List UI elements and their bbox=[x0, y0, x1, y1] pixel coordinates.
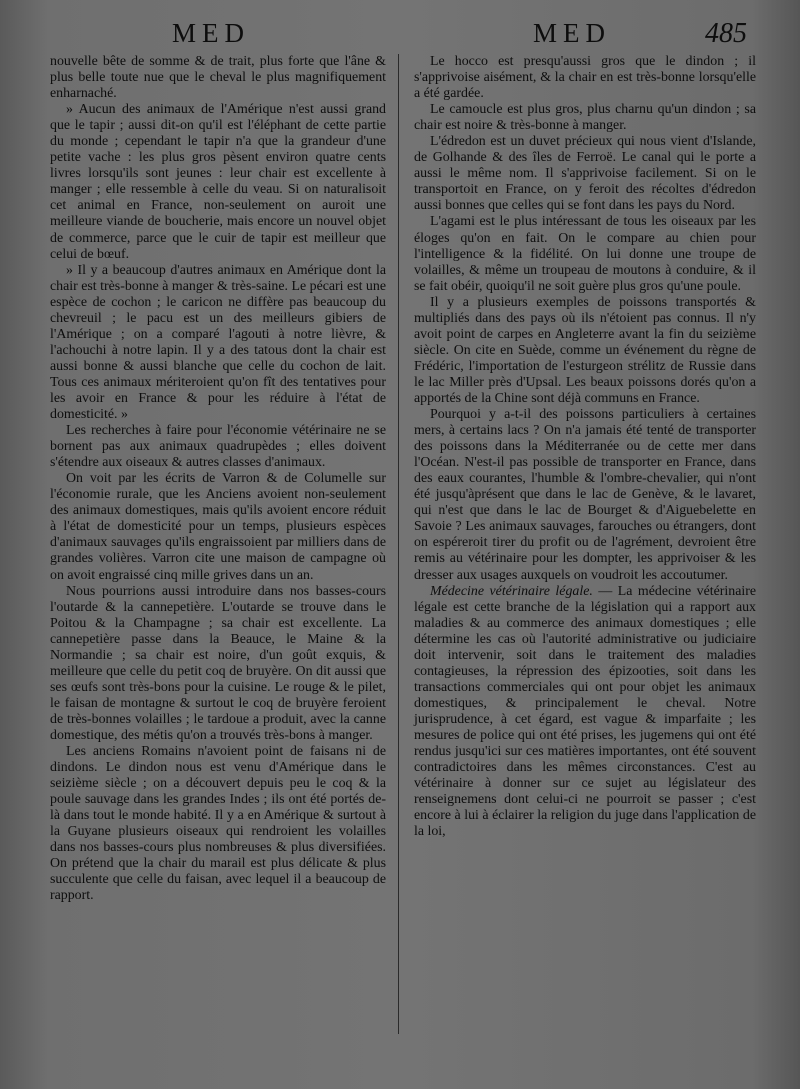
paragraph-text: Les recherches à faire pour l'économie vétérinaire ne se bornent pas aux animaux quadrupèdes ; elles doivent s'étendre aux oiseaux & autres classes d'animaux. bbox=[50, 423, 386, 471]
header-left-word: MED bbox=[172, 18, 250, 48]
paragraph bbox=[50, 102, 386, 262]
paragraph bbox=[414, 54, 756, 102]
paragraph bbox=[414, 214, 756, 294]
section-heading: Médecine vétérinaire légale. bbox=[430, 583, 593, 599]
paragraph bbox=[50, 471, 386, 583]
paragraph bbox=[414, 102, 756, 134]
paragraph-text: Nous pourrions aussi introduire dans nos basses-cours l'outarde & la cannepetière. L'outarde se trouve dans le Poitou & la Champagne ; sa chair est excellente. La cannepetière passe dans la Beauce, le Maine & la Normandie ; sa chair est noire, d'un goût exquis, & meilleure que celle du petit coq de bruyère. On dit aussi que ses œufs sont très-bons pour la cuisine. Le rouge & le pilet, le faisan de montagne & surtout le coq de bruyère feroient de très-bonnes volailles ; le tardoue a produit, avec la canne domestique, des métis qu'on a trouvés très-bons à manger. bbox=[50, 583, 386, 743]
column-divider bbox=[398, 54, 399, 1034]
right-column bbox=[414, 54, 756, 840]
paragraph-text: nouvelle bête de somme & de trait, plus forte que l'âne & plus belle toute nue que le cheval le plus magnifiquement enharnaché. bbox=[50, 54, 386, 102]
paragraph bbox=[50, 744, 386, 904]
paragraph-text: Le hocco est presqu'aussi gros que le dindon ; il s'apprivoise aisément, & la chair en est très-bonne lorsqu'elle a été gardée. bbox=[414, 54, 756, 102]
paragraph bbox=[414, 134, 756, 214]
paragraph bbox=[414, 295, 756, 407]
paragraph-text: Il y a plusieurs exemples de poissons transportés & multipliés dans des pays où ils n'étoient pas connus. Il n'y avoit point de carpes en Angleterre avant la fin du seizième siècle. On cite en Suède, comme un événement du règne de Frédéric, l'importation de l'esturgeon strélitz de Russie dans le lac Miller près d'Upsal. Les beaux poissons dorés qu'on a apportés de la Chine sont déjà communs en France. bbox=[414, 294, 756, 406]
paragraph-text: Le camoucle est plus gros, plus charnu qu'un dindon ; sa chair est noire & très-bonne à manger. bbox=[414, 102, 756, 134]
paragraph-text: On voit par les écrits de Varron & de Columelle sur l'économie rurale, que les Anciens avoient non-seulement des animaux domestiques, mais qu'ils avoient encore réduit à l'état de domesticité pour un temps, plusieurs espèces d'animaux sauvages qu'ils engraissoient par milliers dans de grandes volières. Varron cite une maison de campagne où on avoit engraissé cinq mille grives dans un an. bbox=[50, 471, 386, 583]
paragraph bbox=[50, 263, 386, 423]
paragraph bbox=[50, 423, 386, 471]
paragraph bbox=[50, 584, 386, 744]
paragraph-text: » Aucun des animaux de l'Amérique n'est aussi grand que le tapir ; aussi dit-on qu'il est l'éléphant de cette partie du monde ; cependant le tapir n'a que la grandeur d'une petite vache : les plus gros pèsent environ quatre cents livres lorsqu'ils sont jeunes : leur chair est excellente à manger ; elle ressemble à celle du veau. Si on naturalisoit cet animal en France, non-seulement on auroit une meilleure viande de boucherie, mais encore un nouvel objet de commerce, parce que le cuir de tapir est meilleur que celui de bœuf. bbox=[50, 102, 386, 262]
running-header bbox=[0, 18, 800, 50]
page-number: 485 bbox=[705, 18, 747, 49]
paragraph bbox=[50, 54, 386, 102]
paragraph-text: Pourquoi y a-t-il des poissons particuliers à certaines mers, à certains lacs ? On n'a jamais été tenté de transporter des poissons dans la Méditerranée ou de cette mer dans l'Océan. N'est-il pas possible de transporter en France, dans des eaux courantes, l'humble & l'ombre-chevalier, qui n'ont été jusqu'àprésent que dans le lac de Genève, & le lavaret, qui n'est que dans le lac de Bourget & d'Aiguebelette en Savoie ? Les animaux sauvages, farouches ou étrangers, dont on espéreroit tirer du profit ou de l'agrément, devroient être remis au vétérinaire pour les dompter, les apprivoiser & les dresser aux usages auxquels on voudroit les accoutumer. bbox=[414, 407, 756, 583]
paragraph-text: L'agami est le plus intéressant de tous les oiseaux par les éloges qu'on en fait. On le compare au chien pour l'intelligence & la fidélité. On lui donne une troupe de volailles, & même un troupeau de moutons à conduire, & il se fait obéir, quoiqu'il ne soit guère plus gros qu'une poule. bbox=[414, 214, 756, 294]
paragraph-text: — La médecine vétérinaire légale est cette branche de la législation qui a rapport aux maladies & au commerce des animaux domestiques ; elle détermine les cas où l'autorité administrative ou judiciaire doit intervenir, soit dans le traitement des maladies contagieuses, la répression des épizooties, soit dans les transactions commerciales qui ont pour objet les animaux domestiques, & principalement le cheval. Notre jurisprudence, à cet égard, est vague & imparfaite ; les mesures de police qui ont été prises, les jugemens qui ont été rendus jusqu'ici sur ces matières importantes, ont été souvent contradictoires dans les mêmes circonstances. C'est au vétérinaire à donner sur ce sujet au législateur des renseignemens dont celui-ci ne pourroit se passer ; c'est encore à lui à éclairer la religion du juge dans l'application de la loi, bbox=[414, 583, 757, 840]
left-column bbox=[50, 54, 386, 904]
paragraph-text: » Il y a beaucoup d'autres animaux en Amérique dont la chair est très-bonne à manger & très-saine. Le pécari est une espèce de cochon ; le caricon ne diffère pas beaucoup du chevreuil ; le pacu est un des meilleurs gibiers de l'Amérique ; on a comparé l'agouti à notre lièvre, & l'achouchi à notre lapin. Il y a des tatous dont la chair est aussi bonne & aussi blanche que celle du cochon de lait. Tous ces animaux mériteroient qu'on fît des tentatives pour les avoir en France & pour les réduire à l'état de domesticité. » bbox=[50, 262, 386, 423]
paragraph-text: Les anciens Romains n'avoient point de faisans ni de dindons. Le dindon nous est venu d'Amérique dans le seizième siècle ; on a découvert depuis peu le coq & la poule sauvage dans les grandes Indes ; ils ont été portés de-là dans tout le monde habité. Il y a en Amérique & surtout à la Guyane plusieurs oiseaux qui rendroient les volailles dans nos basses-cours plus nombreuses & plus diversifiées. On prétend que la chair du marail est plus délicate & plus succulente que celle du faisan, avec lequel il a beaucoup de rapport. bbox=[50, 744, 386, 904]
paragraph bbox=[414, 407, 756, 584]
header-center-word: MED bbox=[533, 18, 611, 48]
paragraph bbox=[414, 584, 756, 841]
paragraph-text: L'édredon est un duvet précieux qui nous vient d'Islande, de Golhande & des îles de Ferroë. Le canal qui le porte a aussi le même nom. Il s'apprivoise facilement. Si on le transportoit en France, on y feroit des récoltes d'édredon aussi bonnes que celles qui se font dans les pays du Nord. bbox=[414, 134, 756, 214]
